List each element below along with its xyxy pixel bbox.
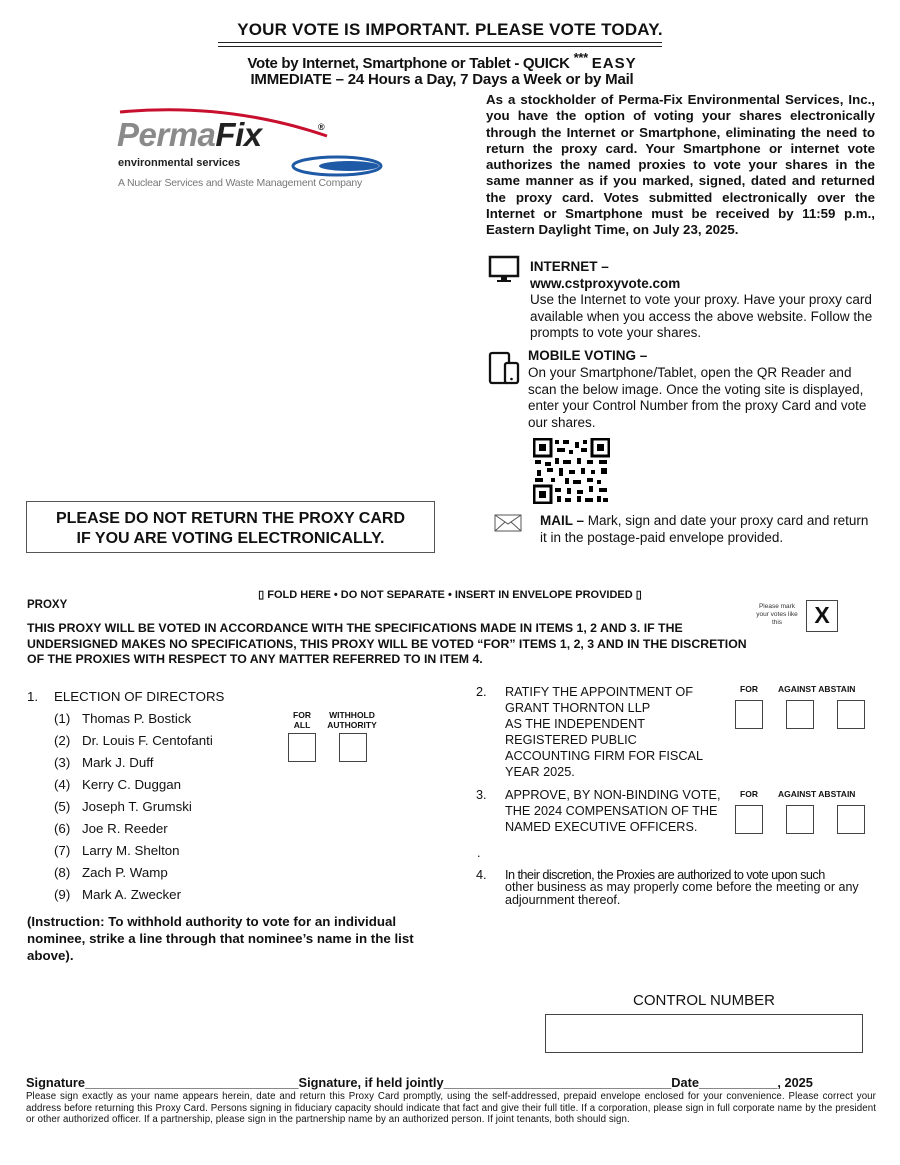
item2-line: AS THE INDEPENDENT	[505, 717, 646, 731]
mobile-title: MOBILE VOTING –	[528, 348, 648, 363]
logo-tagline: A Nuclear Services and Waste Management Company	[118, 177, 363, 189]
qr-code-icon	[533, 438, 610, 504]
item2-line: YEAR 2025.	[505, 765, 575, 779]
item4-number: 4.	[476, 868, 487, 882]
director-name: Joe R. Reeder	[82, 821, 168, 836]
item2-line: GRANT THORNTON LLP	[505, 701, 651, 715]
mark-note: Please mark your votes like this	[756, 603, 798, 626]
envelope-icon	[494, 514, 522, 532]
fold-instruction: ▯ FOLD HERE • DO NOT SEPARATE • INSERT IN ENVELOPE PROVIDED ▯	[258, 589, 642, 601]
title-rule	[218, 46, 662, 47]
item3-for-checkbox[interactable]	[735, 805, 763, 834]
signing-instructions: Please sign exactly as your name appears herein, date and return this Proxy Card promptly, using the self-addressed, prepaid envelope enclosed for your convenience. Please correct your address before returning this Proxy Card. Persons signing in fiduciary capacity should indicate that fact and give their full title. If a corporation, please sign in full corporate name by the president or other authorized officer. If a partnership, please sign in the partnership name by an authorized person. If joint tenants, both should sign.	[26, 1091, 876, 1126]
stars: ***	[573, 50, 588, 65]
logo-registered: ®	[318, 122, 325, 132]
internet-body: Use the Internet to vote your proxy. Have your proxy card available when you access the above website. Follow the prompts to vote your shares.	[530, 292, 873, 340]
director-row: (7) Larry M. Shelton	[54, 843, 180, 858]
availability-line: IMMEDIATE – 24 Hours a Day, 7 Days a Week or by Mail	[250, 71, 634, 88]
director-name: Dr. Louis F. Centofanti	[82, 733, 213, 748]
director-name: Larry M. Shelton	[82, 843, 180, 858]
director-name: Zach P. Wamp	[82, 865, 168, 880]
item3-for-label: FOR	[740, 789, 758, 799]
item2-line: RATIFY THE APPOINTMENT OF	[505, 685, 693, 699]
electronic-voting-warning	[26, 501, 435, 553]
item4-lead: In their discretion, the Proxies are authorized to vote upon such	[505, 868, 825, 882]
director-row: (4) Kerry C. Duggan	[54, 777, 182, 792]
control-number-label: CONTROL NUMBER	[633, 992, 775, 1009]
logo-perma: Perma	[117, 116, 216, 153]
stray-dot: .	[477, 846, 481, 860]
item3-against-abstain-label: AGAINST ABSTAIN	[778, 789, 856, 799]
item1-title: ELECTION OF DIRECTORS	[54, 689, 225, 704]
item4-rest: other business as may properly come before the meeting or any adjournment thereof.	[505, 880, 859, 907]
item2-for-label: FOR	[740, 684, 758, 694]
item2-line: ACCOUNTING FIRM FOR FISCAL	[505, 749, 704, 763]
director-row: (8) Zach P. Wamp	[54, 865, 168, 880]
internet-url[interactable]: www.cstproxyvote.com	[530, 276, 681, 291]
item3-number: 3.	[476, 788, 487, 802]
withhold-instruction: (Instruction: To withhold authority to vote for an individual nominee, strike a line through that nominee’s name in the list above).	[27, 914, 414, 963]
control-number-box[interactable]	[545, 1014, 863, 1053]
director-name: Kerry C. Duggan	[82, 777, 182, 792]
logo-wordmark	[117, 116, 262, 154]
logo-subtitle: environmental services	[118, 157, 241, 169]
item3-line: APPROVE, BY NON-BINDING VOTE,	[505, 788, 721, 802]
vote-methods-text: Vote by Internet, Smartphone or Tablet - QUICK	[247, 55, 570, 72]
title-rule	[218, 42, 662, 43]
for-all-checkbox[interactable]	[288, 733, 316, 762]
page-title: YOUR VOTE IS IMPORTANT. PLEASE VOTE TODAY.	[237, 20, 663, 39]
director-name: Mark J. Duff	[82, 755, 154, 770]
item3-abstain-checkbox[interactable]	[837, 805, 865, 834]
vote-methods-line	[0, 50, 884, 72]
director-row: (9) Mark A. Zwecker	[54, 887, 182, 902]
item2-for-checkbox[interactable]	[735, 700, 763, 729]
director-row: (2) Dr. Louis F. Centofanti	[54, 733, 213, 748]
director-row: (3) Mark J. Duff	[54, 755, 154, 770]
item1-number: 1.	[27, 689, 39, 704]
internet-title: INTERNET –	[530, 259, 609, 274]
mobile-body: On your Smartphone/Tablet, open the QR Reader and scan the below image. Once the voting site is displayed, enter your Control Number from the proxy Card and vote our shares.	[528, 365, 867, 430]
director-name: Thomas P. Bostick	[82, 711, 192, 726]
proxy-label: PROXY	[27, 599, 68, 611]
monitor-icon	[488, 255, 520, 283]
item2-number: 2.	[476, 685, 487, 699]
item3-line: NAMED EXECUTIVE OFFICERS.	[505, 820, 698, 834]
mail-body: Mark, sign and date your proxy card and return it in the postage-paid envelope provided.	[540, 513, 869, 545]
director-name: Mark A. Zwecker	[82, 887, 182, 902]
director-row: (5) Joseph T. Grumski	[54, 799, 192, 814]
withhold-checkbox[interactable]	[339, 733, 367, 762]
item3-line: THE 2024 COMPENSATION OF THE	[505, 804, 718, 818]
warning-line1: PLEASE DO NOT RETURN THE PROXY CARD	[55, 510, 406, 527]
for-all-label: FOR ALL	[293, 710, 311, 730]
mail-title: MAIL –	[540, 513, 585, 528]
director-name: Joseph T. Grumski	[82, 799, 192, 814]
proxy-statement: THIS PROXY WILL BE VOTED IN ACCORDANCE WITH THE SPECIFICATIONS MADE IN ITEMS 1, 2 AND 3. IF THE UNDERSIGNED MAKES NO SPECIFICATIONS, THIS PROXY WILL BE VOTED “FOR” ITEMS 1, 2, 3 AND IN THE DISCRETION OF THE PROXIES WITH RESPECT TO ANY MATTER REFERRED TO IN ITEM 4.	[27, 621, 747, 666]
logo-fix: Fix	[215, 116, 262, 153]
mobile-devices-icon	[488, 351, 522, 385]
mail-instructions	[540, 513, 870, 546]
item2-against-abstain-label: AGAINST ABSTAIN	[778, 684, 856, 694]
item2-abstain-checkbox[interactable]	[837, 700, 865, 729]
warning-line2: IF YOU ARE VOTING ELECTRONICALLY.	[76, 530, 385, 547]
mark-example-box: X	[806, 600, 838, 632]
easy-text: EASY	[591, 55, 637, 72]
withhold-label: WITHHOLD AUTHORITY	[327, 710, 377, 730]
item2-line: REGISTERED PUBLIC	[505, 733, 637, 747]
director-row: (1) Thomas P. Bostick	[54, 711, 192, 726]
intro-paragraph: As a stockholder of Perma-Fix Environmental Services, Inc., you have the option of voting your shares electronically through the Internet or Smartphone, eliminating the need to return the proxy card. Your Smartphone or internet vote authorizes the named proxies to vote your shares in the same manner as if you marked, signed, dated and returned the proxy card. Votes submitted electronically over the Internet or Smartphone must be received by 11:59 p.m., Eastern Daylight Time, on July 23, 2025.	[486, 92, 875, 238]
director-row: (6) Joe R. Reeder	[54, 821, 168, 836]
item3-against-checkbox[interactable]	[786, 805, 814, 834]
signature-line[interactable]: Signature______________________________Signature, if held jointly________________________________Date___________, 2025	[26, 1075, 813, 1090]
item2-against-checkbox[interactable]	[786, 700, 814, 729]
